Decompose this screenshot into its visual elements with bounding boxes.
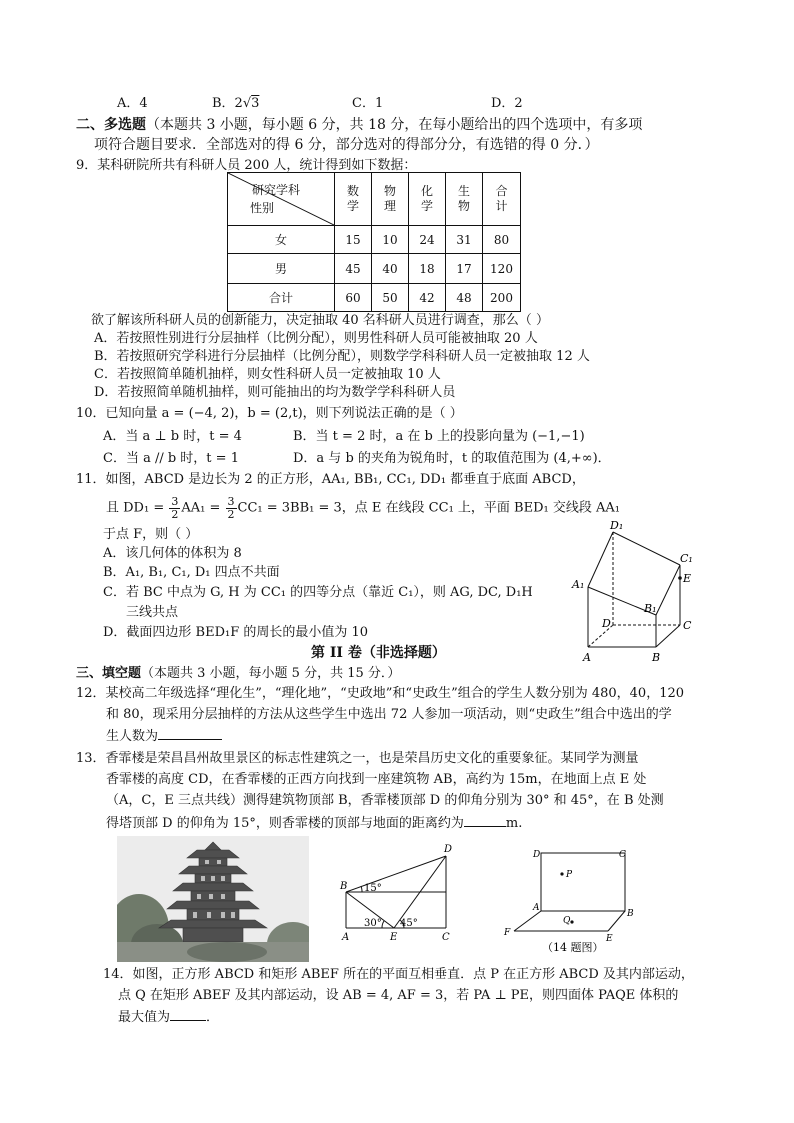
q10-stem: 10．已知向量 a = (−4, 2)，b = (2,t)，则下列说法正确的是（ ）	[76, 406, 463, 421]
q11-dd1: 且 DD₁ =	[106, 500, 165, 516]
q13-line1: 13．香霏楼是荣昌昌州故里景区的标志性建筑之一，也是荣昌历史文化的重要象征。某同学为测量	[76, 751, 639, 766]
edge-d1-a1	[588, 532, 613, 587]
table-cell: 17	[446, 254, 483, 284]
fraction-three-halves	[169, 496, 180, 520]
q10-option-b: B．当 t = 2 时，a 在 b 上的投影向量为 (−1,−1)	[293, 429, 585, 444]
q8-option-b	[212, 96, 259, 112]
q13-unit: m.	[505, 816, 523, 831]
q10-option-c: C．当 a // b 时，t = 1	[103, 451, 239, 466]
sqrt-symbol: √	[242, 96, 252, 111]
label-angle-15: 15°	[364, 883, 382, 894]
q9-data-table	[227, 172, 521, 312]
part2-heading: 第 II 卷（非选择题）	[311, 645, 446, 661]
point-q	[570, 920, 573, 923]
section3-line	[76, 666, 400, 682]
q8-option-b-text: B．2	[212, 96, 243, 111]
q11-option-a: A．该几何体的体积为 8	[103, 546, 242, 561]
table-cell: 60	[335, 284, 372, 312]
header-char: 物	[457, 199, 470, 213]
table-row	[228, 254, 521, 284]
edge-d1-c1	[613, 532, 680, 565]
section2-heading: 二、多选题	[76, 117, 146, 133]
q13-text: 得塔顶部 D 的仰角为 15°，则香霏楼的顶部与地面的距离约为	[106, 816, 464, 831]
label-c1: C₁	[680, 552, 693, 565]
header-char: 学	[346, 199, 359, 213]
section2-line1	[76, 117, 642, 134]
q9-option-d: D．若按照简单随机抽样，则可能抽出的均为数学学科科研人员	[94, 385, 456, 400]
angle-15-arc	[361, 886, 362, 892]
table-cell: 45	[335, 254, 372, 284]
q12-line3	[106, 727, 222, 745]
q11-aa1: AA₁ =	[181, 500, 221, 516]
q14-caption: （14 题图）	[542, 941, 604, 954]
answer-blank	[158, 727, 222, 740]
row-label: 男	[228, 254, 335, 284]
pagoda-photo	[117, 836, 309, 962]
table-cell: 42	[409, 284, 446, 312]
table-cell: 48	[446, 284, 483, 312]
section2-line2: 项符合题目要求．全部选对的得 6 分，部分选对的得部分分，有选错的得 0 分．）	[94, 137, 599, 153]
q8-option-d: D．2	[491, 96, 523, 111]
q9-option-b: B．若按照研究学科进行分层抽样（比例分配），则数学学科科研人员一定被抽取 12 人	[94, 349, 590, 364]
row-label: 女	[228, 226, 335, 254]
q14-text: 最大值为	[118, 1010, 171, 1025]
angle-30-arc	[382, 921, 384, 928]
table-cell: 40	[372, 254, 409, 284]
table-row	[228, 226, 521, 254]
corner-top-label: 研究学科	[252, 183, 301, 197]
table-cell: 10	[372, 226, 409, 254]
table-header-cell	[335, 173, 372, 226]
edge-b1-c1	[656, 565, 680, 615]
q8-option-a: A．4	[117, 96, 148, 111]
q9-option-c: C．若按照简单随机抽样，则女性科研人员一定被抽取 10 人	[94, 367, 441, 382]
square-abcd	[541, 853, 625, 911]
q14-line2: 点 Q 在矩形 ABEF 及其内部运动，设 AB = 4, AF = 3，若 PA ⊥ PE，则四面体 PAQE 体积的	[118, 988, 679, 1003]
label-f: F	[504, 928, 511, 938]
q14-figure	[496, 843, 638, 958]
row-label: 合计	[228, 284, 335, 312]
label-p: P	[566, 870, 573, 880]
q12-text: 生人数为	[106, 729, 159, 744]
label-b: B	[652, 651, 661, 664]
q8-option-b-radicand: 3	[251, 96, 260, 111]
q10-option-d: D．a 与 b 的夹角为锐角时，t 的取值范围为 (4,+∞)．	[293, 451, 611, 466]
q11-option-c: C．若 BC 中点为 G, H 为 CC₁ 的四等分点（靠近 C₁），则 AG, DC, D₁H	[103, 585, 533, 600]
q12-line2: 和 80，现采用分层抽样的方法从这些学生中选出 72 人参加一项活动，则“史政生”组合中选出的学	[106, 707, 672, 722]
fraction-three-halves	[226, 496, 237, 520]
label-c: C	[683, 619, 692, 632]
table-cell: 18	[409, 254, 446, 284]
table-cell: 200	[483, 284, 521, 312]
label-a1: A₁	[572, 578, 585, 591]
frac-denominator: 2	[227, 507, 235, 521]
label-d: D	[533, 850, 541, 860]
point-p	[560, 872, 563, 875]
edge-b-c	[656, 625, 680, 647]
label-a: A	[342, 932, 350, 943]
label-a: A	[533, 903, 540, 913]
frac-denominator: 2	[171, 507, 179, 521]
q14-line1: 14．如图，正方形 ABCD 和矩形 ABEF 所在的平面互相垂直．点 P 在正方形 ABCD 及其内部运动，	[103, 967, 694, 982]
point-e	[678, 576, 682, 580]
label-e: E	[390, 932, 398, 943]
table-header-cell	[372, 173, 409, 226]
header-char: 物	[383, 184, 396, 198]
header-char: 计	[495, 199, 508, 213]
q13-line4	[106, 814, 522, 832]
section2-desc: （本题共 3 小题，每小题 6 分，共 18 分，在每小题给出的四个选项中，有多项	[146, 117, 643, 133]
q9-option-a: A．若按照性别进行分层抽样（比例分配），则男性科研人员可能被抽取 20 人	[94, 331, 538, 346]
section3-desc: （本题共 3 小题，每小题 5 分，共 15 分．）	[141, 666, 401, 681]
edge-f-a	[514, 911, 541, 931]
header-char: 生	[457, 184, 470, 198]
bush-front	[187, 942, 267, 962]
q11-condition-line	[106, 496, 620, 520]
q13-line2: 香霏楼的高度 CD，在香霏楼的正西方向找到一座建筑物 AB，高约为 15m，在地面上点 E 处	[106, 772, 647, 787]
label-c: C	[619, 850, 626, 860]
label-d: D	[444, 844, 453, 855]
q11-cc1: CC₁ = 3BB₁ = 3，点 E 在线段 CC₁ 上，平面 BED₁ 交线段 AA₁	[237, 500, 620, 516]
header-char: 合	[495, 184, 508, 198]
q10-option-a: A．当 a ⊥ b 时，t = 4	[103, 429, 242, 444]
table-header-cell	[409, 173, 446, 226]
table-cell: 80	[483, 226, 521, 254]
q11-solid-figure	[560, 515, 700, 665]
label-q: Q	[563, 916, 571, 926]
q11-stem: 11．如图，ABCD 是边长为 2 的正方形，AA₁, BB₁, CC₁, DD₁ 都垂直于底面 ABCD，	[76, 472, 585, 487]
q13-triangle-diagram	[336, 840, 466, 950]
section3-heading: 三、填空题	[76, 666, 142, 681]
table-cell: 50	[372, 284, 409, 312]
table-cell: 15	[335, 226, 372, 254]
edge-b-e	[608, 911, 625, 931]
q11-option-c-cont: 三线共点	[126, 605, 179, 620]
table-header-cell	[446, 173, 483, 226]
q11-stem-end: 于点 F，则（ ）	[103, 527, 199, 542]
q9-question: 欲了解该所科研人员的创新能力，决定抽取 40 名科研人员进行调查，那么（ ）	[91, 313, 549, 328]
label-b: B	[340, 881, 348, 892]
q11-option-b: B．A₁, B₁, C₁, D₁ 四点不共面	[103, 565, 280, 580]
table-corner-cell	[228, 173, 335, 226]
table-row	[228, 284, 521, 312]
label-d1: D₁	[610, 519, 624, 532]
table-header-cell	[483, 173, 521, 226]
label-c: C	[442, 932, 450, 943]
header-char: 化	[420, 184, 433, 198]
q8-option-c: C．1	[352, 96, 384, 111]
label-a: A	[583, 651, 591, 664]
q11-option-d: D．截面四边形 BED₁F 的周长的最小值为 10	[103, 625, 369, 640]
answer-blank	[170, 1008, 206, 1021]
q14-end: ．	[206, 1010, 220, 1025]
label-b1: B₁	[644, 602, 657, 615]
header-char: 学	[420, 199, 433, 213]
table-cell: 31	[446, 226, 483, 254]
label-angle-30: 30°	[364, 918, 382, 929]
frac-numerator: 3	[171, 495, 179, 508]
q14-line3	[118, 1008, 219, 1026]
q13-line3: （A，C，E 三点共线）测得建筑物顶部 B，香霏楼顶部 D 的仰角分别为 30° 和 45°，在 B 处测	[106, 793, 664, 808]
header-char: 数	[346, 184, 359, 198]
label-e: E	[683, 572, 692, 585]
frac-numerator: 3	[227, 495, 235, 508]
q12-line1: 12．某校高二年级选择“理化生”，“理化地”，“史政地”和“史政生”组合的学生人数分别为 480，40，120	[76, 686, 685, 701]
header-char: 理	[383, 199, 396, 213]
label-b: B	[627, 909, 634, 919]
table-cell: 24	[409, 226, 446, 254]
label-e: E	[606, 934, 613, 944]
label-angle-45: 45°	[400, 918, 418, 929]
corner-bottom-label: 性别	[250, 201, 275, 215]
label-d: D	[602, 617, 611, 630]
table-cell: 120	[483, 254, 521, 284]
q9-stem: 9．某科研院所共有科研人员 200 人，统计得到如下数据：	[76, 158, 417, 173]
answer-blank	[464, 814, 506, 827]
